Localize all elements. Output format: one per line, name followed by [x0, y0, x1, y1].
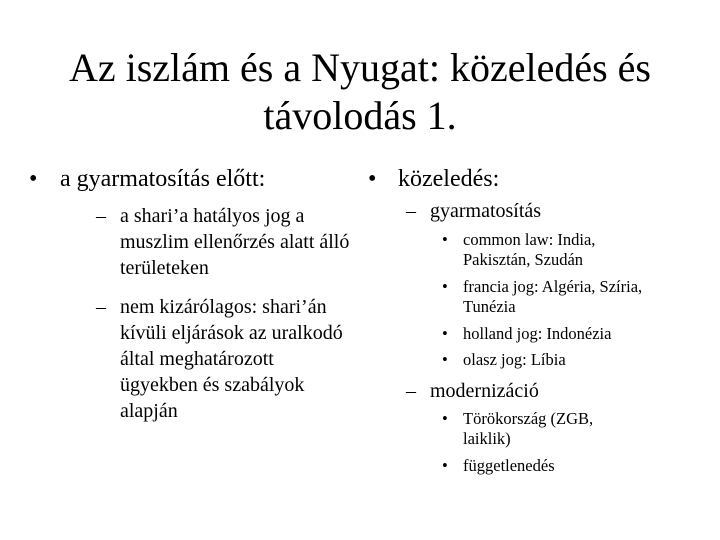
- bullet-marker: •: [442, 409, 448, 428]
- right-group-1-item-1: common law: India, Pakisztán, Szudán: [463, 230, 596, 269]
- right-heading: közeledés:: [398, 166, 500, 192]
- right-group-1-item-4: olasz jog: Líbia: [463, 350, 566, 369]
- bullet-marker: •: [442, 230, 448, 249]
- bullet-marker: •: [442, 456, 448, 475]
- bullet-marker: •: [368, 166, 377, 192]
- right-group-1-item-3: holland jog: Indonézia: [463, 324, 612, 343]
- bullet-marker: •: [442, 324, 448, 343]
- right-group-2-item-1: Törökország (ZGB, laiklik): [463, 409, 594, 448]
- left-heading: a gyarmatosítás előtt:: [60, 166, 266, 192]
- right-group-2-label: modernizáció: [430, 380, 539, 402]
- bullet-marker: •: [29, 166, 38, 192]
- right-group-1-label: gyarmatosítás: [430, 200, 542, 222]
- dash-marker: –: [96, 296, 106, 318]
- bullet-marker: •: [442, 350, 448, 369]
- left-item-2: nem kizárólagos: shari’án kívüli eljárások az uralkodó által meghatározott ügyekben és szabályok alapján: [120, 296, 343, 422]
- dash-marker: –: [406, 380, 416, 402]
- dash-marker: –: [406, 200, 416, 222]
- right-group-2-item-2: függetlenedés: [463, 456, 555, 475]
- right-group-1-item-2: francia jog: Algéria, Szíria, Tunézia: [463, 277, 643, 316]
- bullet-marker: •: [442, 277, 448, 296]
- left-item-1: a shari’a hatályos jog a muszlim ellenőrzés alatt álló területeken: [120, 205, 350, 279]
- dash-marker: –: [96, 205, 106, 227]
- slide-title: Az iszlám és a Nyugat: közeledés és távolodás 1.: [68, 45, 651, 138]
